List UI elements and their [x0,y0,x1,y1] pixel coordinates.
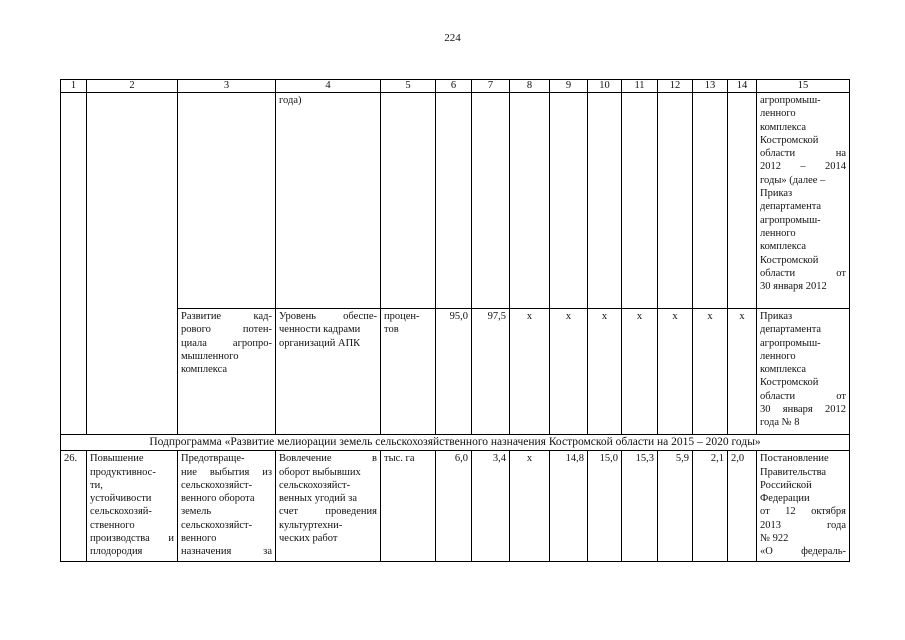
cell-col15-basis: Постановление Правительства Российской Федерации от 12 октября 2013 года № 922 «О федераль- [757,451,850,562]
cell-col12-value: 5,9 [658,451,693,562]
cell-col7-value: 97,5 [472,309,510,435]
header-cell: 3 [178,80,276,93]
cell-col6-value: 95,0 [436,309,472,435]
header-cell: 14 [728,80,757,93]
cell-col4: года) [276,93,381,309]
header-cell: 15 [757,80,850,93]
header-cell: 5 [381,80,436,93]
cell-col4-indicator: Уровень обеспе- ченности кадрами организаций АПК [276,309,381,435]
cell-col7 [472,93,510,309]
header-cell: 8 [510,80,550,93]
cell-col14-value: х [728,309,757,435]
program-table [60,79,850,562]
header-cell: 13 [693,80,728,93]
cell-col10-value: 15,0 [588,451,622,562]
cell-col11 [622,93,658,309]
cell-col6-value: 6,0 [436,451,472,562]
header-cell: 4 [276,80,381,93]
cell-col12 [658,93,693,309]
cell-col12-value: х [658,309,693,435]
cell-col10-value: х [588,309,622,435]
cell-col13-value: х [693,309,728,435]
cell-col13-value: 2,1 [693,451,728,562]
cell-col8-value: х [510,451,550,562]
cell-col13 [693,93,728,309]
cell-col11-value: 15,3 [622,451,658,562]
header-cell: 9 [550,80,588,93]
cell-col8-value: х [510,309,550,435]
cell-col7-value: 3,4 [472,451,510,562]
header-row [61,80,850,93]
header-cell: 1 [61,80,87,93]
cell-col5 [381,93,436,309]
cell-col14 [728,93,757,309]
cell-col2-goal: Повышение продуктивнос- ти, устойчивости сельскохозяй- ственного производства и плодородия [87,451,178,562]
table-row-26 [61,451,850,562]
cell-col9-value: 14,8 [550,451,588,562]
table-row-continuation [61,93,850,309]
cell-col10 [588,93,622,309]
cell-col9 [550,93,588,309]
cell-col11-value: х [622,309,658,435]
cell-col3-activity: Развитие кад- рового потен- циала агропро- мышленного комплекса [178,309,276,435]
cell-col15-order-text: агропромыш- ленного комплекса Костромской области на 2012 – 2014 годы» (далее – Приказ департамента агропромыш- ленного комплекса Костромской области от 30 января 2012 [757,93,850,309]
cell-col4-indicator: Вовлечение в оборот выбывших сельскохозяйст- венных угодий за счет проведения культуртехни- ческих работ [276,451,381,562]
cell-col5-unit: тыс. га [381,451,436,562]
cell-col14-value: 2,0 [728,451,757,562]
page-number: 224 [444,32,461,44]
cell-col6 [436,93,472,309]
header-cell: 12 [658,80,693,93]
cell-col9-value: х [550,309,588,435]
header-cell: 10 [588,80,622,93]
cell-col2 [87,93,178,435]
cell-col8 [510,93,550,309]
cell-col15-basis: Приказ департамента агропромыш- ленного комплекса Костромской области от 30 января 2012 года № 8 [757,309,850,435]
cell-col3 [178,93,276,309]
header-cell: 7 [472,80,510,93]
header-cell: 11 [622,80,658,93]
cell-col3-task: Предотвраще- ние выбытия из сельскохозяйст- венного оборота земель сельскохозяйст- венного назначения за [178,451,276,562]
header-cell: 2 [87,80,178,93]
table-row-personnel [61,309,850,435]
cell-col1 [61,93,87,435]
subprogram-title: Подпрограмма «Развитие мелиорации земель сельскохозяйственного назначения Костромской области на 2015 – 2020 годы» [61,435,850,451]
cell-col5-unit: процен- тов [381,309,436,435]
cell-col1-number: 26. [61,451,87,562]
subprogram-row [61,435,850,451]
header-cell: 6 [436,80,472,93]
